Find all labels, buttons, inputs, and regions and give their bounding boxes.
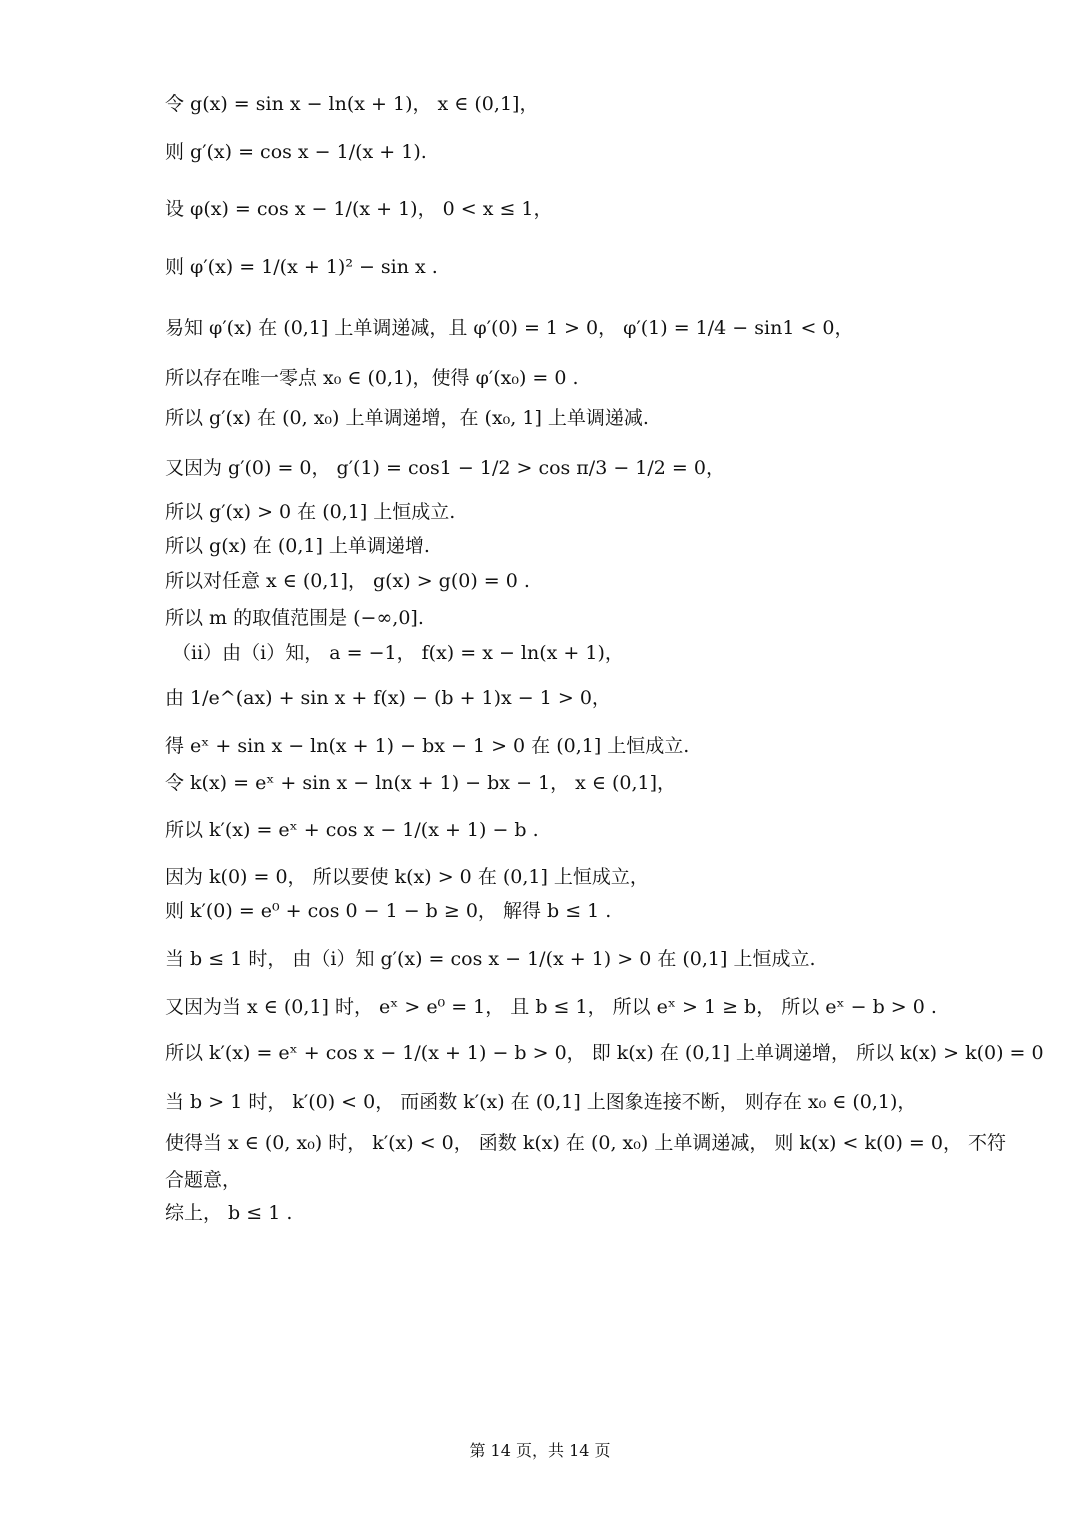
solution-line-23: 当 b > 1 时， k′(0) < 0， 而函数 k′(x) 在 (0,1] 上图象连接不断， 则存在 x₀ ∈ (0,1)， [165, 1091, 917, 1113]
solution-line-24: 使得当 x ∈ (0, x₀) 时， k′(x) < 0， 函数 k(x) 在 (0, x₀) 上单调递减， 则 k(x) < k(0) = 0， 不符 [165, 1132, 1007, 1154]
solution-line-3: 设 φ(x) = cos x − 1/(x + 1)， 0 < x ≤ 1， [165, 198, 553, 220]
solution-line-19: 则 k′(0) = e⁰ + cos 0 − 1 − b ≥ 0， 解得 b ≤ 1 . [165, 900, 612, 922]
solution-line-7: 所以 g′(x) 在 (0, x₀) 上单调递增，在 (x₀, 1] 上单调递减. [165, 407, 649, 429]
solution-line-9: 所以 g′(x) > 0 在 (0,1] 上恒成立. [165, 501, 456, 523]
solution-line-8: 又因为 g′(0) = 0， g′(1) = cos1 − 1/2 > cos π/3 − 1/2 = 0， [165, 457, 725, 479]
solution-line-13: （ii）由（i）知， a = −1， f(x) = x − ln(x + 1)， [172, 642, 624, 664]
solution-line-21: 又因为当 x ∈ (0,1] 时， eˣ > e⁰ = 1， 且 b ≤ 1， 所以 eˣ > 1 ≥ b， 所以 eˣ − b > 0 . [165, 996, 937, 1018]
solution-line-6: 所以存在唯一零点 x₀ ∈ (0,1)，使得 φ′(x₀) = 0 . [165, 367, 579, 389]
solution-line-26: 综上， b ≤ 1 . [165, 1202, 293, 1224]
solution-line-14: 由 1/e^(ax) + sin x + f(x) − (b + 1)x − 1 > 0， [165, 687, 611, 709]
solution-line-4: 则 φ′(x) = 1/(x + 1)² − sin x . [165, 256, 438, 278]
solution-line-2: 则 g′(x) = cos x − 1/(x + 1). [165, 141, 427, 163]
solution-line-25: 合题意， [165, 1169, 242, 1191]
solution-line-5: 易知 φ′(x) 在 (0,1] 上单调递减，且 φ′(0) = 1 > 0， φ′(1) = 1/4 − sin1 < 0， [165, 317, 854, 339]
solution-line-1: 令 g(x) = sin x − ln(x + 1)， x ∈ (0,1]， [165, 93, 539, 115]
solution-line-16: 令 k(x) = eˣ + sin x − ln(x + 1) − bx − 1， x ∈ (0,1]， [165, 772, 677, 794]
solution-line-20: 当 b ≤ 1 时， 由（i）知 g′(x) = cos x − 1/(x + 1) > 0 在 (0,1] 上恒成立. [165, 948, 816, 970]
page-footer: 第 14 页，共 14 页 [469, 1441, 611, 1460]
solution-line-17: 所以 k′(x) = eˣ + cos x − 1/(x + 1) − b . [165, 819, 539, 841]
solution-line-10: 所以 g(x) 在 (0,1] 上单调递增. [165, 535, 430, 557]
solution-line-22: 所以 k′(x) = eˣ + cos x − 1/(x + 1) − b > 0， 即 k(x) 在 (0,1] 上单调递增， 所以 k(x) > k(0) = 0 [165, 1042, 1044, 1064]
solution-line-12: 所以 m 的取值范围是 (−∞,0]. [165, 607, 424, 629]
solution-line-18: 因为 k(0) = 0， 所以要使 k(x) > 0 在 (0,1] 上恒成立， [165, 866, 649, 888]
solution-line-11: 所以对任意 x ∈ (0,1]， g(x) > g(0) = 0 . [165, 570, 530, 592]
solution-line-15: 得 eˣ + sin x − ln(x + 1) − bx − 1 > 0 在 (0,1] 上恒成立. [165, 735, 690, 757]
